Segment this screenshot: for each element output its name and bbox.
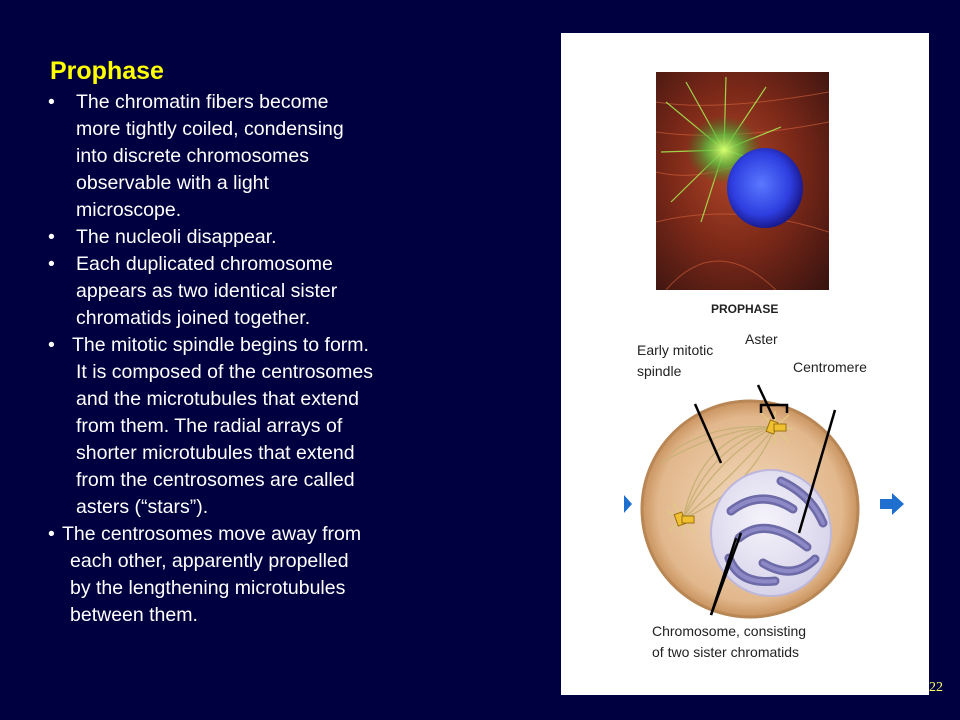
slide-number: 22 (929, 680, 943, 695)
bullet-item (48, 251, 468, 278)
bullet-text: The mitotic spindle begins to form. (72, 334, 369, 356)
bullet-continuation (48, 386, 468, 413)
bullet-text: Each duplicated chromosome (76, 253, 333, 275)
slide-title: Prophase (50, 57, 164, 85)
bullet-continuation (48, 143, 468, 170)
spindle-label-line2: spindle (637, 363, 682, 379)
figure-panel (561, 33, 929, 695)
chromosome-label-line2: of two sister chromatids (652, 644, 800, 660)
bullet-text: The chromatin fibers become (76, 91, 329, 113)
bullet-icon: • (48, 253, 55, 275)
bullet-text: into discrete chromosomes (76, 145, 310, 167)
bullet-icon: • (48, 91, 55, 113)
bullet-continuation (48, 548, 468, 575)
bullet-text: between them. (70, 604, 198, 626)
bullet-text: and the microtubules that extend (76, 388, 359, 410)
bullet-continuation (48, 116, 468, 143)
bullet-continuation (48, 197, 468, 224)
bullet-text: It is composed of the centrosomes (76, 361, 373, 383)
bullet-item (48, 521, 468, 548)
bullet-text: The nucleoli disappear. (76, 226, 277, 248)
centromere-label: Centromere (793, 359, 867, 375)
bullet-continuation (48, 440, 468, 467)
bullet-item (48, 332, 468, 359)
prophase-cell-diagram (561, 33, 929, 695)
bullet-continuation (48, 359, 468, 386)
bullet-text: The centrosomes move away from (62, 523, 362, 545)
bullet-icon: • (48, 226, 55, 248)
bullet-list (48, 89, 468, 629)
bullet-continuation (48, 170, 468, 197)
bullet-text: asters (“stars”). (76, 496, 209, 518)
bullet-continuation (48, 575, 468, 602)
bullet-text: shorter microtubules that extend (76, 442, 355, 464)
spindle-label-line1: Early mitotic (637, 342, 714, 358)
bullet-text: more tightly coiled, condensing (76, 118, 344, 140)
aster-label: Aster (745, 331, 778, 347)
bullet-icon: • (48, 334, 55, 356)
bullet-text: from the centrosomes are called (76, 469, 355, 491)
left-arrow-icon (622, 494, 634, 514)
bullet-continuation (48, 494, 468, 521)
bullet-text: observable with a light (76, 172, 269, 194)
bullet-text: by the lengthening microtubules (70, 577, 346, 599)
chromosome-label-line1: Chromosome, consisting (652, 623, 807, 639)
bullet-continuation (48, 602, 468, 629)
bullet-item (48, 224, 468, 251)
bullet-icon: • (48, 523, 55, 545)
bullet-text: microscope. (76, 199, 182, 221)
bullet-text: chromatids joined together. (76, 307, 311, 329)
bullet-continuation (48, 305, 468, 332)
bullet-text: appears as two identical sister (76, 280, 338, 302)
bullet-continuation (48, 467, 468, 494)
bullet-continuation (48, 413, 468, 440)
photo-caption: PROPHASE (711, 302, 779, 316)
bullet-text: each other, apparently propelled (70, 550, 349, 572)
bullet-item (48, 89, 468, 116)
bullet-continuation (48, 278, 468, 305)
bullet-text: from them. The radial arrays of (76, 415, 343, 437)
right-arrow-icon (880, 492, 906, 516)
